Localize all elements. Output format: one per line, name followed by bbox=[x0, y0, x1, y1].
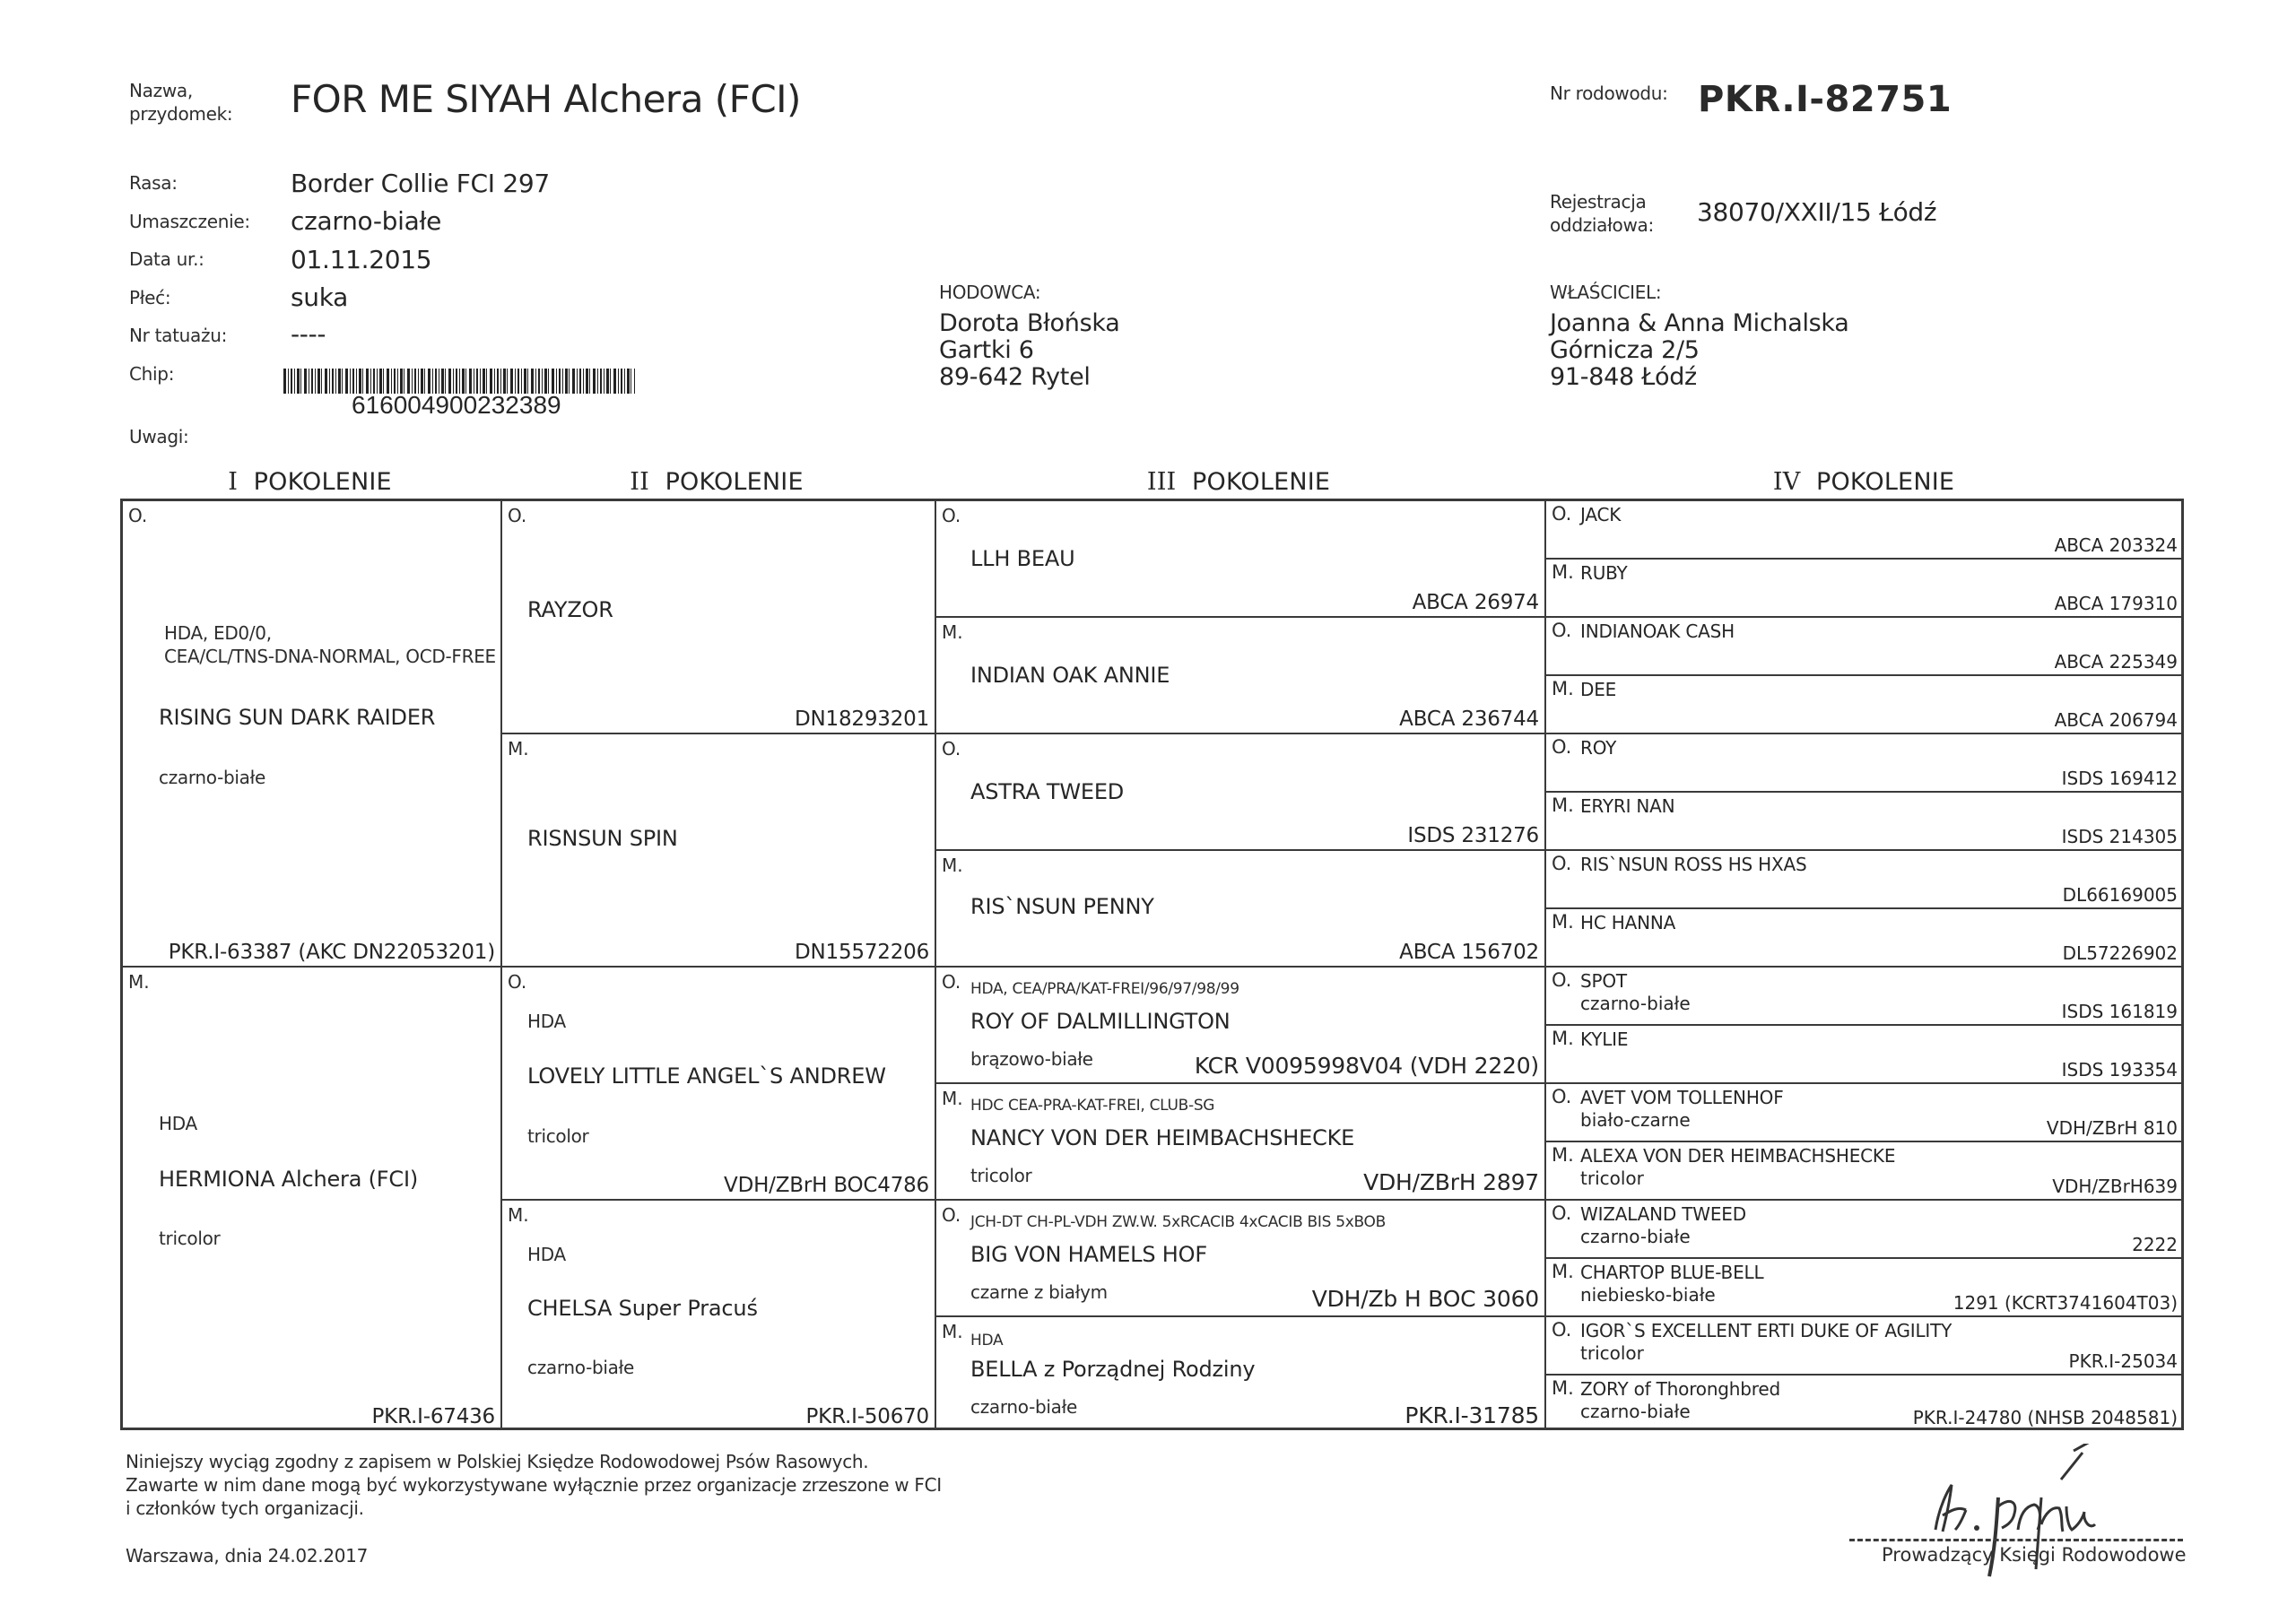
dog-name: ALEXA VON DER HEIMBACHSHECKE bbox=[1580, 1145, 1896, 1167]
owner-street: Górnicza 2/5 bbox=[1550, 336, 1700, 364]
generation-header-2 bbox=[500, 468, 934, 496]
titles: HDA bbox=[527, 1244, 566, 1265]
breeder-address bbox=[939, 310, 1119, 391]
registration-no: VDH/Zb H BOC 3060 bbox=[1311, 1286, 1539, 1312]
registration-no: ABCA 179310 bbox=[2054, 593, 2178, 614]
sex-mark: O. bbox=[128, 505, 148, 526]
dog-color: czarno-białe bbox=[1580, 1226, 1691, 1247]
color-label: Umaszczenie: bbox=[129, 211, 250, 232]
gen4-cell-14 bbox=[1546, 1259, 2181, 1317]
gen4-cell-10 bbox=[1546, 1026, 2181, 1084]
sex-mark: M. bbox=[1552, 911, 1574, 933]
registration-label-line2: oddziałowa: bbox=[1550, 214, 1654, 236]
chip-barcode bbox=[283, 369, 635, 394]
registration-no: ISDS 161819 bbox=[2061, 1001, 2178, 1022]
generation-header-3 bbox=[934, 468, 1544, 496]
gen3-cell-6 bbox=[936, 1084, 1546, 1201]
dog-color: niebiesko-białe bbox=[1580, 1284, 1716, 1306]
sex-mark: O. bbox=[508, 505, 527, 526]
gen4-cell-9 bbox=[1546, 968, 2181, 1026]
gen1-roman: I bbox=[228, 468, 239, 496]
sex-mark: M. bbox=[1552, 678, 1574, 699]
registration-no: ABCA 203324 bbox=[2054, 534, 2178, 556]
dog-color: czarno-białe bbox=[970, 1396, 1078, 1418]
gen4-cell-4 bbox=[1546, 676, 2181, 734]
dog-color: brązowo-białe bbox=[970, 1048, 1093, 1070]
breeder-label: HODOWCA: bbox=[939, 282, 1041, 303]
name-label bbox=[129, 79, 232, 126]
sex-mark: O. bbox=[942, 1204, 961, 1226]
gen3-cell-5 bbox=[936, 968, 1546, 1084]
dog-color: tricolor bbox=[159, 1228, 221, 1249]
sex-value: suka bbox=[291, 282, 349, 312]
gen4-cell-15 bbox=[1546, 1317, 2181, 1376]
sex-mark: O. bbox=[1552, 1202, 1572, 1224]
titles: HDA bbox=[159, 1113, 197, 1134]
sex-mark: M. bbox=[1552, 561, 1574, 583]
generation-header-4 bbox=[1544, 468, 2184, 496]
dog-color: czarno-białe bbox=[1580, 993, 1691, 1014]
breeder-street: Gartki 6 bbox=[939, 336, 1034, 364]
gen3-roman: III bbox=[1146, 468, 1177, 496]
gen4-cell-1 bbox=[1546, 501, 2181, 560]
gen4-cell-16 bbox=[1546, 1376, 2181, 1430]
pedigree-table bbox=[120, 499, 2184, 1430]
signature-caption: Prowadzący Księgi Rodowodowe bbox=[1882, 1544, 2187, 1566]
legal-statement bbox=[126, 1450, 942, 1520]
sex-mark: O. bbox=[1552, 1086, 1572, 1107]
chip-number: 616004900232389 bbox=[352, 391, 561, 419]
gen4-roman: IV bbox=[1772, 468, 1801, 496]
gen2-cell-1 bbox=[502, 501, 936, 734]
titles: HDA, CEA/PRA/KAT-FREI/96/97/98/99 bbox=[970, 980, 1239, 998]
gen4-cell-3 bbox=[1546, 618, 2181, 676]
gen4-cell-8 bbox=[1546, 909, 2181, 968]
dog-name: JACK bbox=[1580, 504, 1622, 525]
sex-mark: M. bbox=[508, 1204, 529, 1226]
titles: HDA bbox=[527, 1011, 566, 1032]
statement-line3: i członków tych organizacji. bbox=[126, 1497, 364, 1519]
dog-name: INDIAN OAK ANNIE bbox=[970, 663, 1170, 688]
generation-header-1 bbox=[120, 468, 500, 496]
dog-name: INDIANOAK CASH bbox=[1580, 621, 1735, 642]
gen4-cell-11 bbox=[1546, 1084, 2181, 1142]
gen3-cell-7 bbox=[936, 1201, 1546, 1317]
gen4-cell-13 bbox=[1546, 1201, 2181, 1259]
registration-no: ISDS 193354 bbox=[2061, 1059, 2178, 1081]
sex-mark: O. bbox=[1552, 620, 1572, 641]
dog-name: LOVELY LITTLE ANGEL`S ANDREW bbox=[527, 1063, 886, 1089]
dog-color: tricolor bbox=[1580, 1342, 1644, 1364]
statement-line1: Niniejszy wyciąg zgodny z zapisem w Polskiej Księdze Rodowodowej Psów Rasowych. bbox=[126, 1451, 869, 1472]
gen1-sire-cell bbox=[123, 501, 502, 968]
dog-name: RISNSUN SPIN bbox=[527, 826, 678, 851]
gen3-cell-1 bbox=[936, 501, 1546, 618]
dog-name: FOR ME SIYAH Alchera (FCI) bbox=[291, 77, 801, 121]
titles: HDC CEA-PRA-KAT-FREI, CLUB-SG bbox=[970, 1097, 1215, 1115]
sex-mark: O. bbox=[1552, 736, 1572, 758]
dog-name: CHARTOP BLUE-BELL bbox=[1580, 1262, 1764, 1283]
gen4-cell-12 bbox=[1546, 1142, 2181, 1201]
dog-name: CHELSA Super Pracuś bbox=[527, 1296, 758, 1321]
registration-no: PKR.I-25034 bbox=[2068, 1350, 2178, 1372]
birthdate-label: Data ur.: bbox=[129, 248, 204, 270]
place-date: Warszawa, dnia 24.02.2017 bbox=[126, 1545, 369, 1567]
gen2-cell-3 bbox=[502, 968, 936, 1201]
registration-no: ABCA 236744 bbox=[1399, 707, 1539, 731]
dog-name: ROY bbox=[1580, 737, 1617, 759]
dog-color: czarne z białym bbox=[970, 1281, 1108, 1303]
chip-label: Chip: bbox=[129, 363, 175, 385]
tattoo-value: ---- bbox=[291, 319, 326, 349]
registration-no: ABCA 26974 bbox=[1412, 591, 1539, 614]
gen1-dam-cell bbox=[123, 968, 502, 1430]
owner-label: WŁAŚCICIEL: bbox=[1550, 282, 1662, 303]
dog-name: ASTRA TWEED bbox=[970, 779, 1125, 804]
dog-name: KYLIE bbox=[1580, 1028, 1629, 1050]
gen3-cell-4 bbox=[936, 851, 1546, 968]
registration-no: ABCA 156702 bbox=[1399, 941, 1539, 964]
birthdate-value: 01.11.2015 bbox=[291, 245, 432, 274]
tattoo-label: Nr tatuażu: bbox=[129, 325, 228, 346]
registration-no: DL57226902 bbox=[2062, 942, 2178, 964]
registration-no: PKR.I-31785 bbox=[1405, 1402, 1539, 1428]
sex-mark: M. bbox=[942, 1088, 963, 1109]
registration-no: PKR.I-63387 (AKC DN22053201) bbox=[168, 941, 495, 964]
registration-no: DN15572206 bbox=[795, 941, 929, 964]
sex-mark: O. bbox=[508, 971, 527, 993]
registration-no: ISDS 169412 bbox=[2061, 768, 2178, 789]
dog-name: WIZALAND TWEED bbox=[1580, 1203, 1746, 1225]
registration-no: ISDS 214305 bbox=[2061, 826, 2178, 847]
gen3-word: POKOLENIE bbox=[1192, 468, 1331, 496]
registration-value: 38070/XXII/15 Łódź bbox=[1697, 197, 1937, 227]
sex-mark: M. bbox=[128, 971, 150, 993]
registration-no: VDH/ZBrH BOC4786 bbox=[724, 1174, 929, 1197]
gen4-cell-7 bbox=[1546, 851, 2181, 909]
gen4-cell-6 bbox=[1546, 793, 2181, 851]
name-label-line2: przydomek: bbox=[129, 103, 233, 125]
gen2-cell-2 bbox=[502, 734, 936, 968]
registration-no: PKR.I-24780 (NHSB 2048581) bbox=[1912, 1407, 2178, 1428]
registration-no: 2222 bbox=[2132, 1234, 2178, 1255]
dog-color: tricolor bbox=[527, 1125, 589, 1147]
registration-no: KCR V0095998V04 (VDH 2220) bbox=[1194, 1053, 1539, 1079]
dog-name: DEE bbox=[1580, 679, 1617, 700]
signature-line bbox=[1849, 1539, 2183, 1541]
gen4-cell-5 bbox=[1546, 734, 2181, 793]
remarks-label: Uwagi: bbox=[129, 426, 189, 447]
owner-name: Joanna & Anna Michalska bbox=[1550, 309, 1849, 337]
gen4-word: POKOLENIE bbox=[1816, 468, 1955, 496]
registration-no: PKR.I-50670 bbox=[805, 1405, 929, 1428]
sex-mark: M. bbox=[942, 621, 963, 643]
registration-no: ABCA 225349 bbox=[2054, 651, 2178, 673]
dog-name: BELLA z Porządnej Rodziny bbox=[970, 1357, 1256, 1382]
gen2-cell-4 bbox=[502, 1201, 936, 1430]
sex-mark: M. bbox=[1552, 1377, 1574, 1399]
sex-mark: O. bbox=[1552, 503, 1572, 525]
registration-label bbox=[1550, 190, 1654, 237]
registration-no: VDH/ZBrH639 bbox=[2052, 1176, 2178, 1197]
gen1-word: POKOLENIE bbox=[253, 468, 392, 496]
sex-mark: O. bbox=[1552, 969, 1572, 991]
statement-line2: Zawarte w nim dane mogą być wykorzystywane wyłącznie przez organizacje zrzeszone w FCI bbox=[126, 1474, 942, 1496]
dog-color: czarno-białe bbox=[527, 1357, 635, 1378]
dog-name: NANCY VON DER HEIMBACHSHECKE bbox=[970, 1125, 1355, 1150]
sex-mark: M. bbox=[1552, 1028, 1574, 1049]
titles: JCH-DT CH-PL-VDH ZW.W. 5xRCACIB 4xCACIB BIS 5xBOB bbox=[970, 1213, 1386, 1231]
titles-line1: HDA, ED0/0, bbox=[164, 622, 272, 644]
gen3-cell-8 bbox=[936, 1317, 1546, 1430]
dog-color: tricolor bbox=[970, 1165, 1032, 1186]
owner-address bbox=[1550, 310, 1849, 391]
name-label-line1: Nazwa, bbox=[129, 80, 193, 101]
sex-mark: M. bbox=[508, 738, 529, 759]
registration-label-line1: Rejestracja bbox=[1550, 191, 1647, 213]
sex-label: Płeć: bbox=[129, 287, 171, 308]
dog-name: RAYZOR bbox=[527, 597, 613, 622]
dog-color: biało-czarne bbox=[1580, 1109, 1691, 1131]
sex-mark: M. bbox=[1552, 1144, 1574, 1166]
pedigree-no: PKR.I-82751 bbox=[1698, 79, 1952, 120]
gen2-roman: II bbox=[630, 468, 649, 496]
registration-no: DN18293201 bbox=[795, 707, 929, 731]
gen3-cell-2 bbox=[936, 618, 1546, 734]
dog-name: HC HANNA bbox=[1580, 912, 1676, 933]
dog-name: IGOR`S EXCELLENT ERTI DUKE OF AGILITY bbox=[1580, 1320, 1952, 1341]
dog-name: ERYRI NAN bbox=[1580, 795, 1675, 817]
registration-no: ISDS 231276 bbox=[1407, 824, 1539, 847]
gen4-cell-2 bbox=[1546, 560, 2181, 618]
dog-name: RIS`NSUN ROSS HS HXAS bbox=[1580, 854, 1807, 875]
registration-no: ABCA 206794 bbox=[2054, 709, 2178, 731]
sex-mark: M. bbox=[942, 1321, 963, 1342]
registration-no: VDH/ZBrH 2897 bbox=[1363, 1169, 1539, 1195]
gen4-column bbox=[1546, 501, 2181, 1430]
gen2-word: POKOLENIE bbox=[665, 468, 804, 496]
dog-name: RISING SUN DARK RAIDER bbox=[159, 705, 436, 730]
sex-mark: O. bbox=[942, 738, 961, 759]
color-value: czarno-białe bbox=[291, 206, 442, 236]
dog-name: BIG VON HAMELS HOF bbox=[970, 1242, 1207, 1267]
pedigree-no-label: Nr rodowodu: bbox=[1550, 82, 1668, 104]
sex-mark: M. bbox=[1552, 794, 1574, 816]
sex-mark: O. bbox=[1552, 853, 1572, 874]
sex-mark: O. bbox=[942, 971, 961, 993]
dog-name: RIS`NSUN PENNY bbox=[970, 894, 1154, 919]
sex-mark: O. bbox=[1552, 1319, 1572, 1341]
titles: HDA bbox=[970, 1332, 1004, 1350]
dog-name: AVET VOM TOLLENHOF bbox=[1580, 1087, 1784, 1108]
sex-mark: O. bbox=[942, 505, 961, 526]
registration-no: DL66169005 bbox=[2062, 884, 2178, 906]
registration-no: 1291 (KCRT3741604T03) bbox=[1952, 1292, 2178, 1314]
breeder-name: Dorota Błońska bbox=[939, 309, 1120, 337]
registration-no: PKR.I-67436 bbox=[371, 1405, 495, 1428]
breeder-city: 89-642 Rytel bbox=[939, 363, 1091, 391]
dog-color: czarno-białe bbox=[159, 767, 266, 788]
gen3-cell-3 bbox=[936, 734, 1546, 851]
dog-name: HERMIONA Alchera (FCI) bbox=[159, 1167, 418, 1192]
dog-name: ROY OF DALMILLINGTON bbox=[970, 1009, 1231, 1034]
breed-label: Rasa: bbox=[129, 172, 178, 194]
dog-name: SPOT bbox=[1580, 970, 1627, 992]
dog-name: RUBY bbox=[1580, 562, 1628, 584]
dog-name: LLH BEAU bbox=[970, 546, 1075, 571]
breed-value: Border Collie FCI 297 bbox=[291, 169, 550, 198]
dog-color: czarno-białe bbox=[1580, 1401, 1691, 1422]
owner-city: 91-848 Łódź bbox=[1550, 363, 1697, 391]
sex-mark: M. bbox=[942, 855, 963, 876]
sex-mark: M. bbox=[1552, 1261, 1574, 1282]
titles-line2: CEA/CL/TNS-DNA-NORMAL, OCD-FREE bbox=[164, 646, 496, 667]
dog-color: tricolor bbox=[1580, 1167, 1644, 1189]
registration-no: VDH/ZBrH 810 bbox=[2046, 1117, 2178, 1139]
dog-name: ZORY of Thoronghbred bbox=[1580, 1378, 1780, 1400]
